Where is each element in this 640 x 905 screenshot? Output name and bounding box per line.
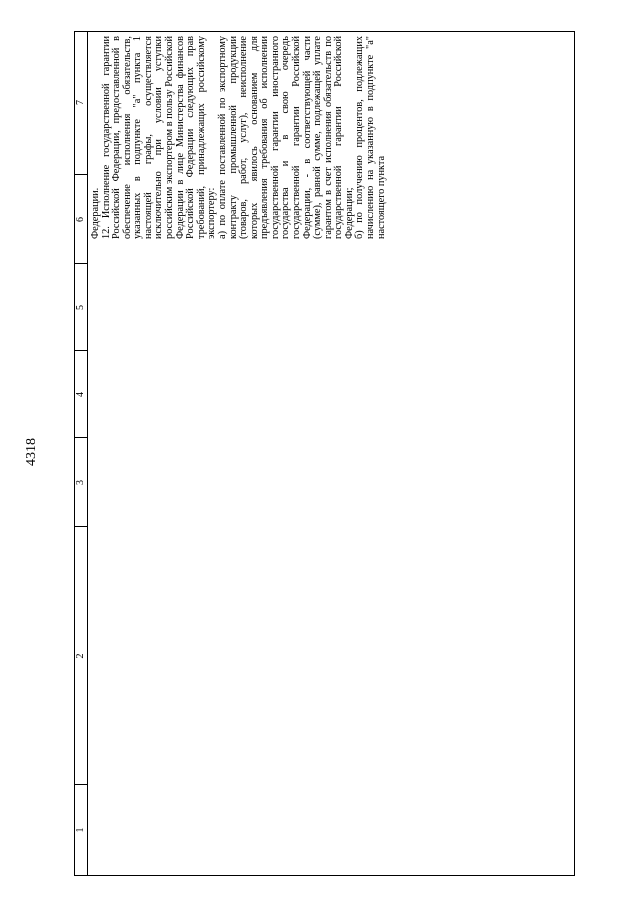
table-frame	[74, 31, 575, 876]
column-number-3: 3	[75, 480, 86, 485]
page-number: 4318	[24, 438, 39, 466]
column-number-1: 1	[75, 827, 86, 833]
column-number-6: 6	[75, 217, 86, 222]
column-number-7: 7	[75, 100, 86, 105]
column-number-5: 5	[75, 305, 86, 310]
column-7-text	[91, 36, 387, 239]
subparagraph-a: а) по оплате поставленной по экспортному контракту промышленной продукции (товаров, работ, услуг), неисполнение которых явилось основанием для предъявления требования об исполнении государственной гарантии иностранного государства и в свою очередь государственной гарантии Российской Федерации, - в соответствующей части (сумме), равной сумме, подлежащей уплате гарантом в счет исполнения обязательств по государственной гарантии Российской Федерации;	[216, 36, 355, 239]
paragraph-12: 12. Исполнение государственной гарантии Российской Федерации, предоставленной в обеспечение исполнения обязательств, указанных в подпункте "а" пункта 1 настоящей графы, осуществляется исключительно при условии уступки российским экспортером в пользу Российской Федерации в лице Министерства финансов Российской Федерации следующих прав требований, принадлежащих российскому экспортеру:	[100, 36, 218, 239]
subparagraph-b: б) по получению процентов, подлежащих начислению на указанную в подпункте "а" настоящего пункта	[354, 36, 387, 239]
rotated-table	[74, 31, 575, 876]
continuation-line: Федерации.	[90, 187, 101, 239]
column-number-4: 4	[75, 392, 86, 397]
column-number-2: 2	[75, 653, 86, 659]
header-row	[75, 32, 88, 875]
